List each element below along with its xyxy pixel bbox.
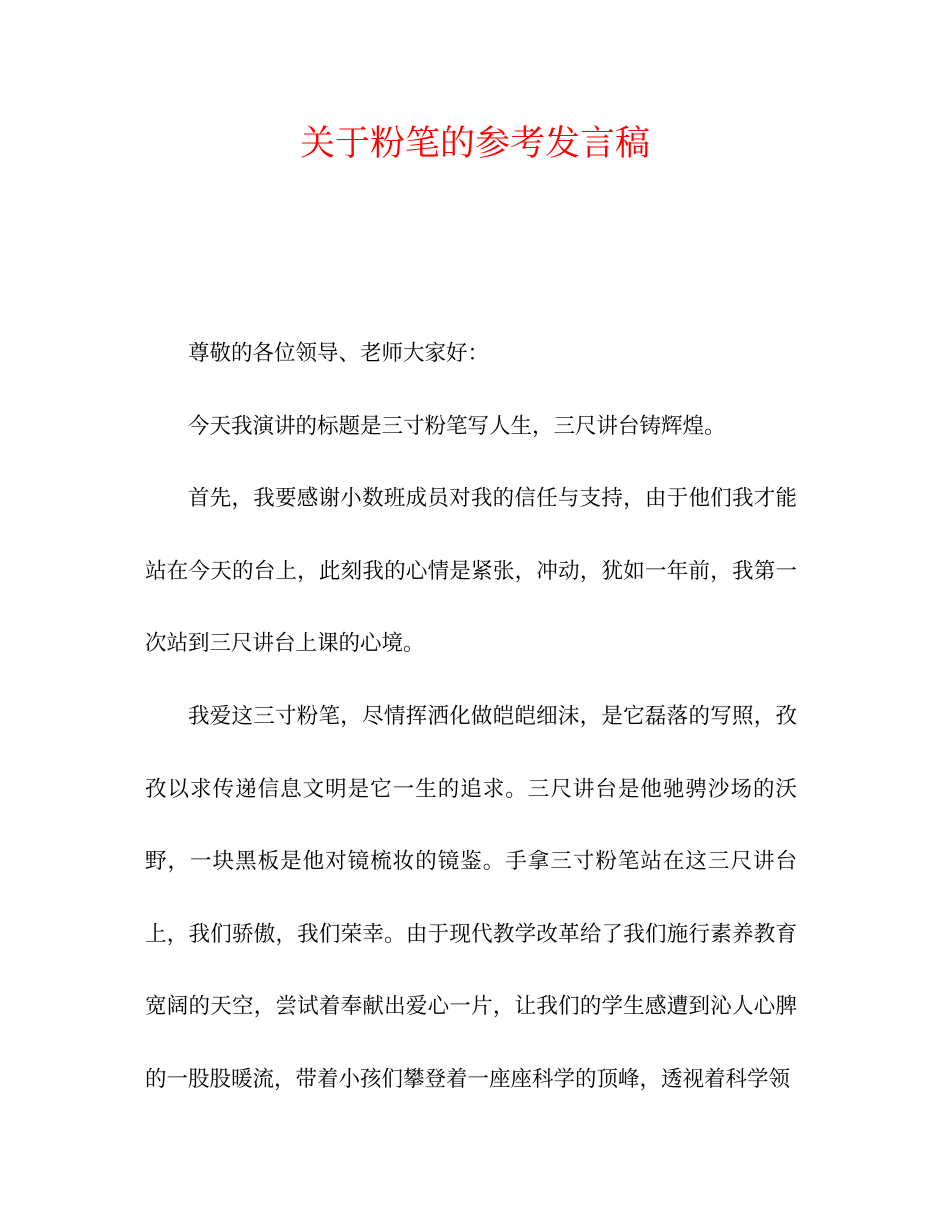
document-title: 关于粉笔的参考发言稿: [299, 124, 650, 164]
paragraph-greeting: 尊敬的各位领导、老师大家好：: [188, 341, 490, 366]
paragraph-chalk: 我爱这三寸粉笔，尽情挥洒化做皑皑细沫，是它磊落的写照，孜孜以求传递信息文明是它一生的追求。三尺讲台是他驰骋沙场的沃野，一块黑板是他对镜梳妆的镜鉴。手拿三寸粉笔站在这三尺讲台上，我们骄傲，我们荣幸。由于现代教学改革给了我们施行素养教育宽阔的天空，尝试着奉献出爱心一片，让我们的学生感遭到沁人心脾的一股股暖流，带着小孩们攀登着一座座科学的顶峰，透视着科学领: [145, 703, 797, 1092]
document-body: [145, 318, 797, 1117]
paragraph-thanks: 首先，我要感谢小数班成员对我的信任与支持，由于他们我才能站在今天的台上，此刻我的心情是紧张，冲动，犹如一年前，我第一次站到三尺讲台上课的心境。: [145, 486, 797, 657]
paragraph-topic: 今天我演讲的标题是三寸粉笔写人生，三尺讲台铸辉煌。: [188, 413, 726, 439]
